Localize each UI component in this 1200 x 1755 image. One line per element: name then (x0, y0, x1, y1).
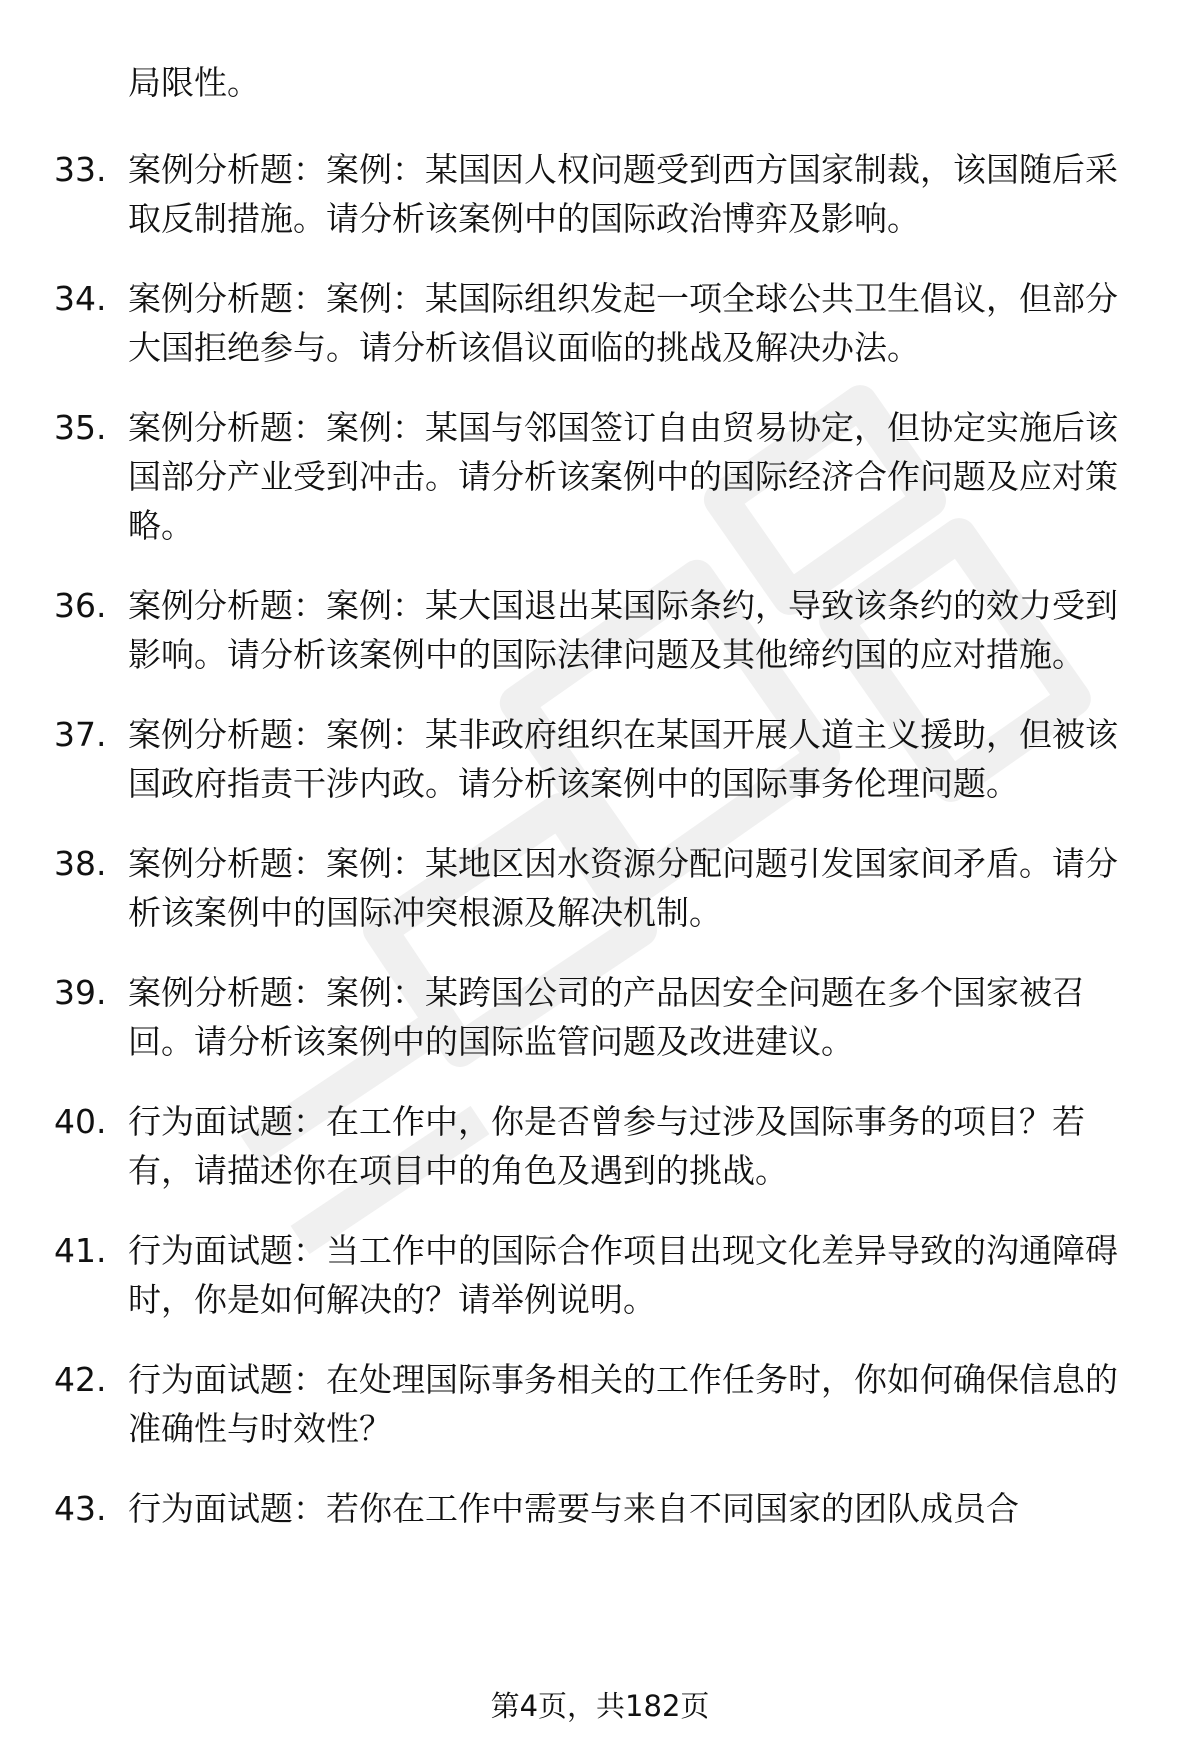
question-number: 41. (54, 1231, 107, 1270)
question-text: 行为面试题：当工作中的国际合作项目出现文化差异导致的沟通障碍时，你是如何解决的？请举例说明。 (128, 1231, 1118, 1319)
question-text: 案例分析题：案例：某国际组织发起一项全球公共卫生倡议，但部分大国拒绝参与。请分析该倡议面临的挑战及解决办法。 (128, 279, 1118, 367)
list-item (0, 968, 1200, 1066)
question-text: 案例分析题：案例：某大国退出某国际条约，导致该条约的效力受到影响。请分析该案例中的国际法律问题及其他缔约国的应对措施。 (128, 586, 1118, 674)
question-number: 37. (54, 715, 107, 754)
list-item (0, 1226, 1200, 1324)
question-number: 33. (54, 150, 107, 189)
question-text: 案例分析题：案例：某跨国公司的产品因安全问题在多个国家被召回。请分析该案例中的国际监管问题及改进建议。 (128, 973, 1085, 1061)
question-number: 38. (54, 844, 107, 883)
question-text: 案例分析题：案例：某非政府组织在某国开展人道主义援助，但被该国政府指责干涉内政。请分析该案例中的国际事务伦理问题。 (128, 715, 1118, 803)
list-item (0, 1097, 1200, 1195)
list-item (0, 710, 1200, 808)
question-number: 42. (54, 1360, 107, 1399)
list-item (0, 839, 1200, 937)
question-number: 36. (54, 586, 107, 625)
list-item (0, 145, 1200, 243)
question-number: 35. (54, 408, 107, 447)
question-text: 行为面试题：在工作中，你是否曾参与过涉及国际事务的项目？若有，请描述你在项目中的角色及遇到的挑战。 (128, 1102, 1085, 1190)
list-item (0, 1484, 1200, 1533)
list-item (0, 274, 1200, 372)
question-number: 40. (54, 1102, 107, 1141)
question-number: 39. (54, 973, 107, 1012)
list-item (0, 1355, 1200, 1453)
list-item (0, 581, 1200, 679)
question-number: 34. (54, 279, 107, 318)
question-text: 行为面试题：在处理国际事务相关的工作任务时，你如何确保信息的准确性与时效性？ (128, 1360, 1118, 1448)
list-item (0, 403, 1200, 550)
question-text: 案例分析题：案例：某地区因水资源分配问题引发国家间矛盾。请分析该案例中的国际冲突根源及解决机制。 (128, 844, 1118, 932)
question-text: 案例分析题：案例：某国因人权问题受到西方国家制裁，该国随后采取反制措施。请分析该案例中的国际政治博弈及影响。 (128, 150, 1118, 238)
question-list (0, 145, 1200, 1564)
question-text: 案例分析题：案例：某国与邻国签订自由贸易协定，但协定实施后该国部分产业受到冲击。请分析该案例中的国际经济合作问题及应对策略。 (128, 408, 1118, 545)
question-number: 43. (54, 1489, 107, 1528)
continuation-text: 局限性。 (128, 63, 260, 102)
question-text: 行为面试题：若你在工作中需要与来自不同国家的团队成员合 (128, 1489, 1019, 1528)
page-footer: 第4页，共182页 (490, 1689, 710, 1723)
